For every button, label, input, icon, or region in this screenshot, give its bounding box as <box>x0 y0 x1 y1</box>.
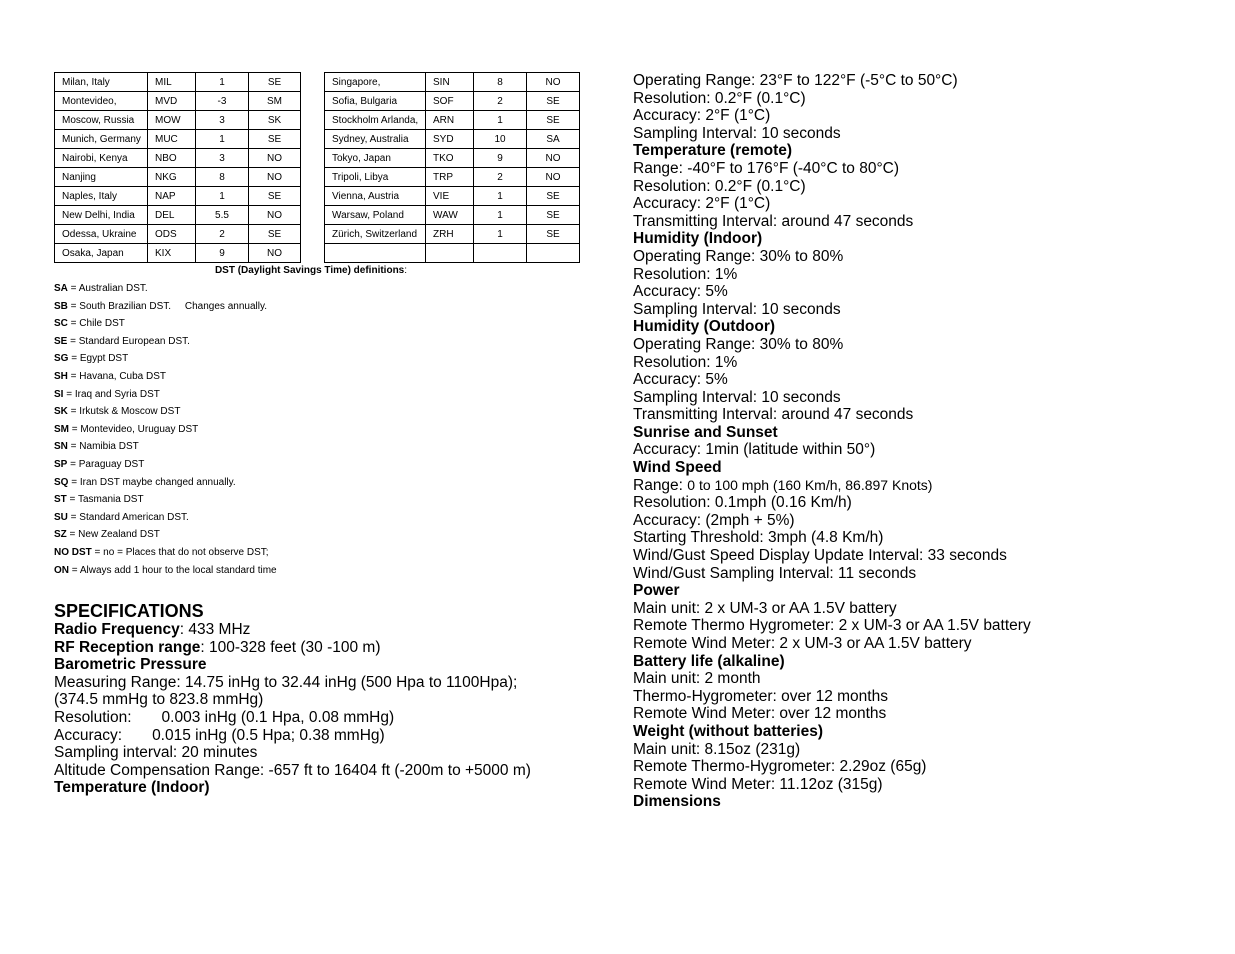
dst-cell: NO <box>249 244 301 263</box>
spec-wind-heading: Wind Speed <box>633 459 722 477</box>
dst-definitions-title: DST (Daylight Savings Time) definitions: <box>214 265 408 276</box>
dst-code: SE <box>54 335 68 347</box>
list-item <box>54 562 594 580</box>
offset-cell: 9 <box>474 149 527 168</box>
dst-cell: NO <box>249 206 301 225</box>
spec-temp-indoor-interval: Sampling Interval: 10 seconds <box>633 124 841 142</box>
code-cell: NAP <box>148 187 196 206</box>
table-row <box>55 73 301 92</box>
table-row <box>55 111 301 130</box>
city-cell: Stockholm Arlanda, <box>325 111 426 130</box>
specifications-title: SPECIFICATIONS <box>54 601 204 622</box>
dst-code: NO DST <box>54 546 92 558</box>
spec-humidity-outdoor-range: Operating Range: 30% to 80% <box>633 335 844 353</box>
code-cell: SOF <box>426 92 474 111</box>
spec-wind-resolution: Resolution: 0.1mph (0.16 Km/h) <box>633 494 852 512</box>
city-cell: Zürich, Switzerland <box>325 225 426 244</box>
dst-cell: NO <box>527 149 580 168</box>
dst-description: = South Brazilian DST. Changes annually. <box>67 300 267 312</box>
spec-weight-thermo: Remote Thermo-Hygrometer: 2.29oz (65g) <box>633 758 927 776</box>
spec-sun-heading: Sunrise and Sunset <box>633 423 778 441</box>
spec-humidity-indoor-interval: Sampling Interval: 10 seconds <box>633 300 841 318</box>
spec-temp-indoor-accuracy: Accuracy: 2°F (1°C) <box>633 107 771 125</box>
spec-temp-remote-interval: Transmitting Interval: around 47 seconds <box>633 212 914 230</box>
right-column <box>633 72 1223 811</box>
code-cell: MVD <box>148 92 196 111</box>
dst-cell: NO <box>527 73 580 92</box>
offset-cell: 1 <box>196 130 249 149</box>
offset-cell: 1 <box>196 73 249 92</box>
code-cell: MOW <box>148 111 196 130</box>
table-row <box>55 92 301 111</box>
offset-cell: 1 <box>474 225 527 244</box>
offset-cell: 3 <box>196 149 249 168</box>
spec-humidity-outdoor-transmit: Transmitting Interval: around 47 seconds <box>633 406 914 424</box>
city-cell: Osaka, Japan <box>55 244 148 263</box>
spec-sun-accuracy: Accuracy: 1min (latitude within 50°) <box>633 441 876 459</box>
dst-description: = Always add 1 hour to the local standard time <box>69 564 277 576</box>
code-cell: TKO <box>426 149 474 168</box>
list-item <box>54 509 594 527</box>
spec-wind-sampling-interval: Wind/Gust Sampling Interval: 11 seconds <box>633 564 917 582</box>
spec-baro-heading: Barometric Pressure <box>54 656 207 674</box>
table-row <box>325 187 580 206</box>
dst-cell: SM <box>249 92 301 111</box>
table-row <box>55 168 301 187</box>
offset-cell: 5.5 <box>196 206 249 225</box>
spec-wind-display-interval: Wind/Gust Speed Display Update Interval: 33 seconds <box>633 547 1007 565</box>
table-row <box>325 92 580 111</box>
offset-cell: 2 <box>474 92 527 111</box>
spec-baro-accuracy: Accuracy: 0.015 inHg (0.5 Hpa; 0.38 mmHg) <box>54 726 385 744</box>
code-cell: ZRH <box>426 225 474 244</box>
spec-battery-heading: Battery life (alkaline) <box>633 652 785 670</box>
spec-power-heading: Power <box>633 582 680 600</box>
list-item <box>54 350 594 368</box>
spec-battery-wind: Remote Wind Meter: over 12 months <box>633 705 887 723</box>
dst-description: = Tasmania DST <box>66 494 144 506</box>
table-row <box>325 168 580 187</box>
city-cell: Singapore, <box>325 73 426 92</box>
list-item <box>54 298 594 316</box>
city-cell: Sydney, Australia <box>325 130 426 149</box>
city-cell: New Delhi, India <box>55 206 148 225</box>
dst-description: = Paraguay DST <box>67 458 145 470</box>
spec-radio-frequency: Radio Frequency: 433 MHz <box>54 621 251 639</box>
dst-cell: SE <box>249 130 301 149</box>
dst-description: = Iraq and Syria DST <box>63 388 160 400</box>
offset-cell: 2 <box>196 225 249 244</box>
spec-battery-main: Main unit: 2 month <box>633 670 761 688</box>
city-cell: Nairobi, Kenya <box>55 149 148 168</box>
table-row <box>325 244 580 263</box>
dst-cell: SE <box>527 187 580 206</box>
table-row <box>325 225 580 244</box>
dst-description: = Standard European DST. <box>67 335 190 347</box>
offset-cell: 10 <box>474 130 527 149</box>
city-cell: Nanjing <box>55 168 148 187</box>
offset-cell: 8 <box>196 168 249 187</box>
city-cell: Tripoli, Libya <box>325 168 426 187</box>
spec-power-wind: Remote Wind Meter: 2 x UM-3 or AA 1.5V battery <box>633 635 972 652</box>
table-row <box>325 73 580 92</box>
spec-power-thermo: Remote Thermo Hygrometer: 2 x UM-3 or AA 1.5V battery <box>633 617 1031 635</box>
table-row <box>55 225 301 244</box>
dst-description: = Egypt DST <box>68 353 129 365</box>
dst-code: SQ <box>54 476 69 488</box>
table-row <box>325 111 580 130</box>
code-cell: KIX <box>148 244 196 263</box>
spec-rf-reception: RF Reception range: 100-328 feet (30 -100 m) <box>54 638 381 656</box>
table-row <box>325 130 580 149</box>
code-cell: DEL <box>148 206 196 225</box>
spec-temp-remote-accuracy: Accuracy: 2°F (1°C) <box>633 195 771 213</box>
offset-cell: 1 <box>474 111 527 130</box>
code-cell <box>426 244 474 263</box>
table-row <box>325 149 580 168</box>
code-cell: MIL <box>148 73 196 92</box>
dst-code: SZ <box>54 529 67 541</box>
offset-cell: 1 <box>196 187 249 206</box>
spec-dimensions-heading: Dimensions <box>633 793 721 811</box>
dst-code: SN <box>54 441 68 453</box>
dst-code: SI <box>54 388 64 400</box>
dst-cell: NO <box>249 149 301 168</box>
city-tables <box>54 72 594 262</box>
spec-weight-main: Main unit: 8.15oz (231g) <box>633 740 801 758</box>
spec-weight-heading: Weight (without batteries) <box>633 722 824 740</box>
dst-code: SK <box>54 406 68 418</box>
spec-temp-remote-resolution: Resolution: 0.2°F (0.1°C) <box>633 177 806 195</box>
offset-cell: 2 <box>474 168 527 187</box>
spec-baro-range: Measuring Range: 14.75 inHg to 32.44 inHg (500 Hpa to 1100Hpa); (374.5 mmHg to 823.8 mmHg) <box>54 673 518 709</box>
code-cell: MUC <box>148 130 196 149</box>
list-item <box>54 491 594 509</box>
dst-description: = Australian DST. <box>67 283 148 294</box>
list-item <box>54 544 594 562</box>
spec-humidity-indoor-heading: Humidity (Indoor) <box>633 230 763 248</box>
list-item <box>54 333 594 351</box>
dst-cell: SE <box>527 206 580 225</box>
table-row <box>55 206 301 225</box>
spec-wind-threshold: Starting Threshold: 3mph (4.8 Km/h) <box>633 529 884 547</box>
list-item <box>54 438 594 456</box>
spec-baro-resolution: Resolution: 0.003 inHg (0.1 Hpa, 0.08 mmHg) <box>54 709 395 727</box>
dst-description: = Chile DST <box>67 318 125 330</box>
city-cell: Vienna, Austria <box>325 187 426 206</box>
spec-temp-indoor-range: Operating Range: 23°F to 122°F (-5°C to 50°C) <box>633 72 958 89</box>
table-row <box>55 130 301 149</box>
code-cell: SIN <box>426 73 474 92</box>
dst-code: ON <box>54 564 69 576</box>
offset-cell <box>474 244 527 263</box>
list-item <box>54 280 594 298</box>
spec-weight-wind: Remote Wind Meter: 11.12oz (315g) <box>633 775 883 793</box>
spec-humidity-outdoor-accuracy: Accuracy: 5% <box>633 371 728 389</box>
spec-temp-indoor-heading: Temperature (Indoor) <box>54 779 210 797</box>
dst-definitions-list <box>54 280 594 579</box>
table-row <box>55 244 301 263</box>
table-row <box>55 149 301 168</box>
spec-baro-altitude: Altitude Compensation Range: -657 ft to 16404 ft (-200m to +5000 m) <box>54 761 531 779</box>
dst-cell: SE <box>249 187 301 206</box>
dst-cell <box>527 244 580 263</box>
code-cell: SYD <box>426 130 474 149</box>
dst-description: = Namibia DST <box>67 441 139 453</box>
city-cell: Naples, Italy <box>55 187 148 206</box>
left-column <box>54 72 594 797</box>
offset-cell: 3 <box>196 111 249 130</box>
code-cell: WAW <box>426 206 474 225</box>
dst-description: = Montevideo, Uruguay DST <box>69 423 199 435</box>
spec-temp-remote-heading: Temperature (remote) <box>633 142 793 160</box>
dst-cell: SE <box>249 73 301 92</box>
code-cell: TRP <box>426 168 474 187</box>
dst-code: ST <box>54 494 67 506</box>
dst-description: = Havana, Cuba DST <box>67 370 167 382</box>
dst-description: = New Zealand DST <box>66 529 160 541</box>
dst-code: SG <box>54 353 69 365</box>
offset-cell: 1 <box>474 187 527 206</box>
dst-cell: SA <box>527 130 580 149</box>
list-item <box>54 526 594 544</box>
list-item <box>54 421 594 439</box>
dst-cell: SK <box>249 111 301 130</box>
code-cell: NBO <box>148 149 196 168</box>
dst-code: SC <box>54 318 68 330</box>
city-cell <box>325 244 426 263</box>
dst-code: SH <box>54 370 68 382</box>
spec-temp-indoor-resolution: Resolution: 0.2°F (0.1°C) <box>633 89 806 107</box>
dst-description: = Irkutsk & Moscow DST <box>67 406 181 418</box>
dst-code: SA <box>54 283 68 294</box>
city-cell: Tokyo, Japan <box>325 149 426 168</box>
city-table-left <box>54 72 301 263</box>
spec-battery-thermo: Thermo-Hygrometer: over 12 months <box>633 687 888 705</box>
code-cell: ODS <box>148 225 196 244</box>
list-item <box>54 474 594 492</box>
dst-cell: NO <box>527 168 580 187</box>
list-item <box>54 315 594 333</box>
spec-baro-interval: Sampling interval: 20 minutes <box>54 744 258 762</box>
city-cell: Montevideo, <box>55 92 148 111</box>
list-item <box>54 403 594 421</box>
dst-code: SP <box>54 458 68 470</box>
city-cell: Munich, Germany <box>55 130 148 149</box>
spec-humidity-indoor-accuracy: Accuracy: 5% <box>633 283 728 301</box>
city-table-right <box>324 72 580 263</box>
city-cell: Sofia, Bulgaria <box>325 92 426 111</box>
spec-wind-range: Range: 0 to 100 mph (160 Km/h, 86.897 Knots) <box>633 476 933 494</box>
table-row <box>55 187 301 206</box>
dst-description: = no = Places that do not observe DST; <box>91 546 269 558</box>
spec-humidity-outdoor-heading: Humidity (Outdoor) <box>633 318 776 336</box>
spec-humidity-indoor-range: Operating Range: 30% to 80% <box>633 247 844 265</box>
offset-cell: 1 <box>474 206 527 225</box>
dst-cell: SE <box>527 225 580 244</box>
city-cell: Odessa, Ukraine <box>55 225 148 244</box>
dst-code: SU <box>54 511 68 523</box>
list-item <box>54 456 594 474</box>
dst-cell: NO <box>249 168 301 187</box>
city-cell: Warsaw, Poland <box>325 206 426 225</box>
code-cell: NKG <box>148 168 196 187</box>
offset-cell: 8 <box>474 73 527 92</box>
list-item <box>54 368 594 386</box>
list-item <box>54 386 594 404</box>
code-cell: VIE <box>426 187 474 206</box>
dst-code: SM <box>54 423 69 435</box>
offset-cell: 9 <box>196 244 249 263</box>
code-cell: ARN <box>426 111 474 130</box>
spec-power-main: Main unit: 2 x UM-3 or AA 1.5V battery <box>633 599 897 617</box>
dst-cell: SE <box>527 92 580 111</box>
spec-wind-accuracy: Accuracy: (2mph + 5%) <box>633 511 795 529</box>
offset-cell: -3 <box>196 92 249 111</box>
city-cell: Moscow, Russia <box>55 111 148 130</box>
dst-description: = Iran DST maybe changed annually. <box>68 476 236 488</box>
dst-cell: SE <box>527 111 580 130</box>
spec-humidity-outdoor-interval: Sampling Interval: 10 seconds <box>633 388 841 406</box>
spec-humidity-indoor-resolution: Resolution: 1% <box>633 265 738 283</box>
city-cell: Milan, Italy <box>55 73 148 92</box>
spec-humidity-outdoor-resolution: Resolution: 1% <box>633 353 738 371</box>
table-row <box>325 206 580 225</box>
spec-temp-remote-range: Range: -40°F to 176°F (-40°C to 80°C) <box>633 159 900 177</box>
dst-description: = Standard American DST. <box>67 511 189 523</box>
dst-cell: SE <box>249 225 301 244</box>
dst-code: SB <box>54 300 68 312</box>
